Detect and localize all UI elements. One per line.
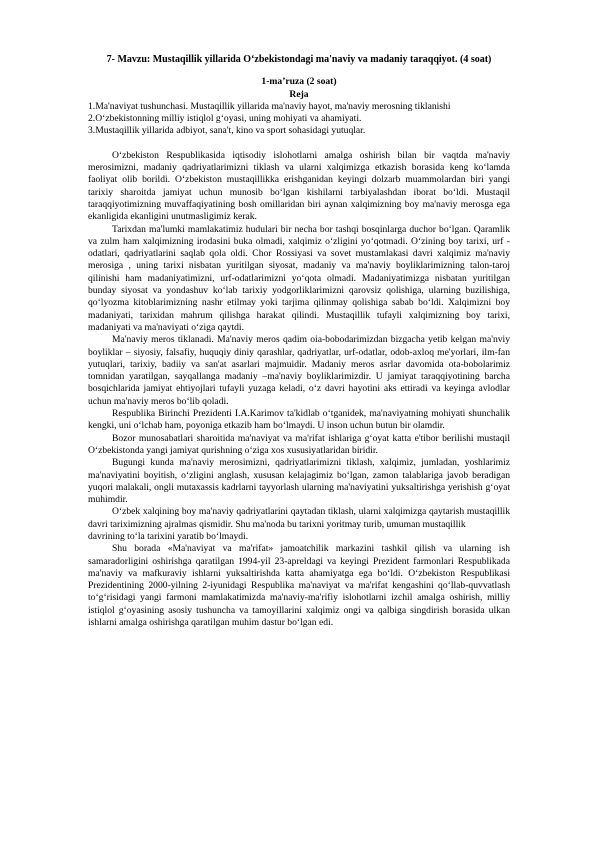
plan-item: 1.Ma'naviyat tushunchasi. Mustaqillik yillarida ma'naviy hayot, ma'naviy merosning tiklanishi: [88, 100, 451, 112]
page-title: 7- Mavzu: Mustaqillik yillarida O‘zbekistondagi ma'naviy va madaniy taraqqiyot. (4 soat): [106, 54, 492, 65]
plan-list: [88, 101, 510, 138]
body-paragraph: Shu borada «Ma'naviyat va ma'rifat» jamoatchilik markazini tashkil qilish va ularning ish samaradorligini oshirishga qaratilgan 1994-yil 23-apreldagi va keyingi Prezident farmonlari Respublikada ma'naviy va mafkuraviy ishlarni yuksaltirishda katta ahamiyatga ega bo‘ldi. O‘zbekiston Respublikasi Prezidentining 2000-yilning 2-iyunidagi Respublika ma'naviyat va ma'rifat kengashini qo‘llab-quvvatlash to‘g‘risidagi yangi farmoni mamlakatimizda ma'naviy-ma'rifiy islohotlarni izchil amalga oshirish, milliy istiqlol g‘oyasining asosiy tushuncha va tamoyillarini xalqimiz ongi va qalbiga singdirish borasida ulkan ishlarni amalga oshirishga qaratilgan muhim dastur bo‘lgan edi.: [88, 543, 510, 629]
plan-heading: Reja: [289, 88, 309, 100]
body-paragraph: Bugungi kunda ma'naviy merosimizni, qadriyatlarimizni tiklash, xalqimiz, jumladan, yoshlarimiz ma'naviyatini boyitish, o‘zligini anglash, xususan kelajagimiz bo‘lgan, zamon talablariga javob beradigan yuqori malakali, ongli mutaxassis kadrlarni tayyorlash ularning ma'naviyatini yuksaltirishga yerishish g‘oyat muhimdir.: [88, 457, 510, 506]
document-page: [88, 54, 510, 629]
body-paragraph: davrining to‘la tarixini yaratib bo‘lmaydi.: [88, 530, 249, 542]
body-paragraph: O‘zbekiston Respublikasida iqtisodiy islohotlarni amalga oshirish bilan bir vaqtda ma'naviy merosimizni, madaniy qadriyatlarimizni tiklash va ularni xalqimizga etkazish borasida keng ko‘lamda faoliyat olib borildi. O‘zbekiston mustaqillikka erishganidan keyingi dolzarb muammolardan biri yangi tarixiy sharoitda jamiyat uchun munosib bo‘lgan kishilarni tarbiyalashdan iborat bo‘ldi. Mustaqil taraqqiyotimizning muvaffaqiyatining bosh omillaridan biri aynan xalqimizning boy ma'naviy merosga ega ekanligida ekanligini unutmasligimiz kerak.: [88, 149, 510, 223]
body-paragraph: O‘zbek xalqining boy ma'naviy qadriyatlarini qaytadan tiklash, ularni xalqimizga qaytarish mustaqillik davri tariximizning ajralmas qismidir. Shu ma'noda bu tarixni yoritmay turib, umuman mustaqillik: [88, 506, 510, 530]
plan-item: 3.Mustaqillik yillarida adbiyot, sana't, kino va sport sohasidagi yutuqlar.: [88, 125, 366, 137]
body-paragraph: Ma'naviy meros tiklanadi. Ma'naviy meros qadim oia-bobodarimizdan bizgacha yetib kelgan ma'nviy boyliklar – siyosiy, falsafiy, huquqiy diniy qarashlar, qadriyatlar, urf-odatlar, odob-axloq me'yorlari, ilm-fan yutuqlari, tarixiy, badiiy va san'at asarlari majmuidir. Madaniy meros asrlar davomida ota-bobolarimiz tomnidan yaratilgan, sayqallanga madaniy –ma'naviy boyliklarimizdir. U jamiyat taraqqiyotining barcha bosqichlarida jamiyat ehtiyojlari tufayli yuzaga keladi, o‘z davri hayotini aks ettiradi va keyinga avlodlar uchun ma'naviy meros bo‘lib qoladi.: [88, 334, 510, 407]
plan-item: 2.O‘zbekistonning milliy istiqlol g‘oyasi, uning mohiyati va ahamiyati.: [88, 113, 362, 125]
lecture-label: 1-ma’ruza (2 soat): [261, 76, 337, 88]
body-paragraph: Bozor munosabatlari sharoitida ma'naviyat va ma'rifat ishlariga g‘oyat katta e'tibor berilishi mustaqil O‘zbekistonda yangi jamiyat qurishning o‘ziga xos xususiyatlaridan biridir.: [88, 432, 510, 456]
body-paragraph: Tarixdan ma'lumki mamlakatimiz hudulari bir necha bor tashqi bosqinlarga duchor bo‘lgan. Qaramlik va zulm ham xalqimizning irodasini buka olmadi, xalqimiz o‘zligini yo‘qotmadi. O‘zining boy tarixi, urf -odatlari, qadriyatlarini saqlab qola oldi. Chor Rossiyasi va sovet mustamlakasi davri xalqimiz ma'naviy merosiga , uning tarixi nisbatan yuritilgan siyosat, madaniy va ma'naviy boyliklarimizning talon-taroj qilinishi ham madaniyatimizni, urf-odatlarimizni yo‘qota olmadi. Madaniyatimizga nisbatan yuritilgan bunday siyosat va yondashuv ko‘lab tarixiy yodgorliklarimizni qarovsiz qolishiga, ularning buzilishiga, qo‘lyozma kitoblarimizning nashr etilmay yoki tarjima qilinmay qolishiga sabab bo‘ldi. Xalqimizni boy madaniyati, tarixidan mahrum qilishga harakat qilindi. Mustaqillik tufayli xalqimizning boy tarixi, madaniyati va ma'naviyati o‘ziga qaytdi.: [88, 223, 510, 333]
body-paragraph: Respublika Birinchi Prezidenti I.A.Karimov ta'kidlab o‘tganidek, ma'naviyatning mohiyati shunchalik kengki, uni o‘lchab ham, poyoniga etkazib ham bo‘lmaydi. U inson uchun butun bir olamdir.: [88, 408, 510, 432]
